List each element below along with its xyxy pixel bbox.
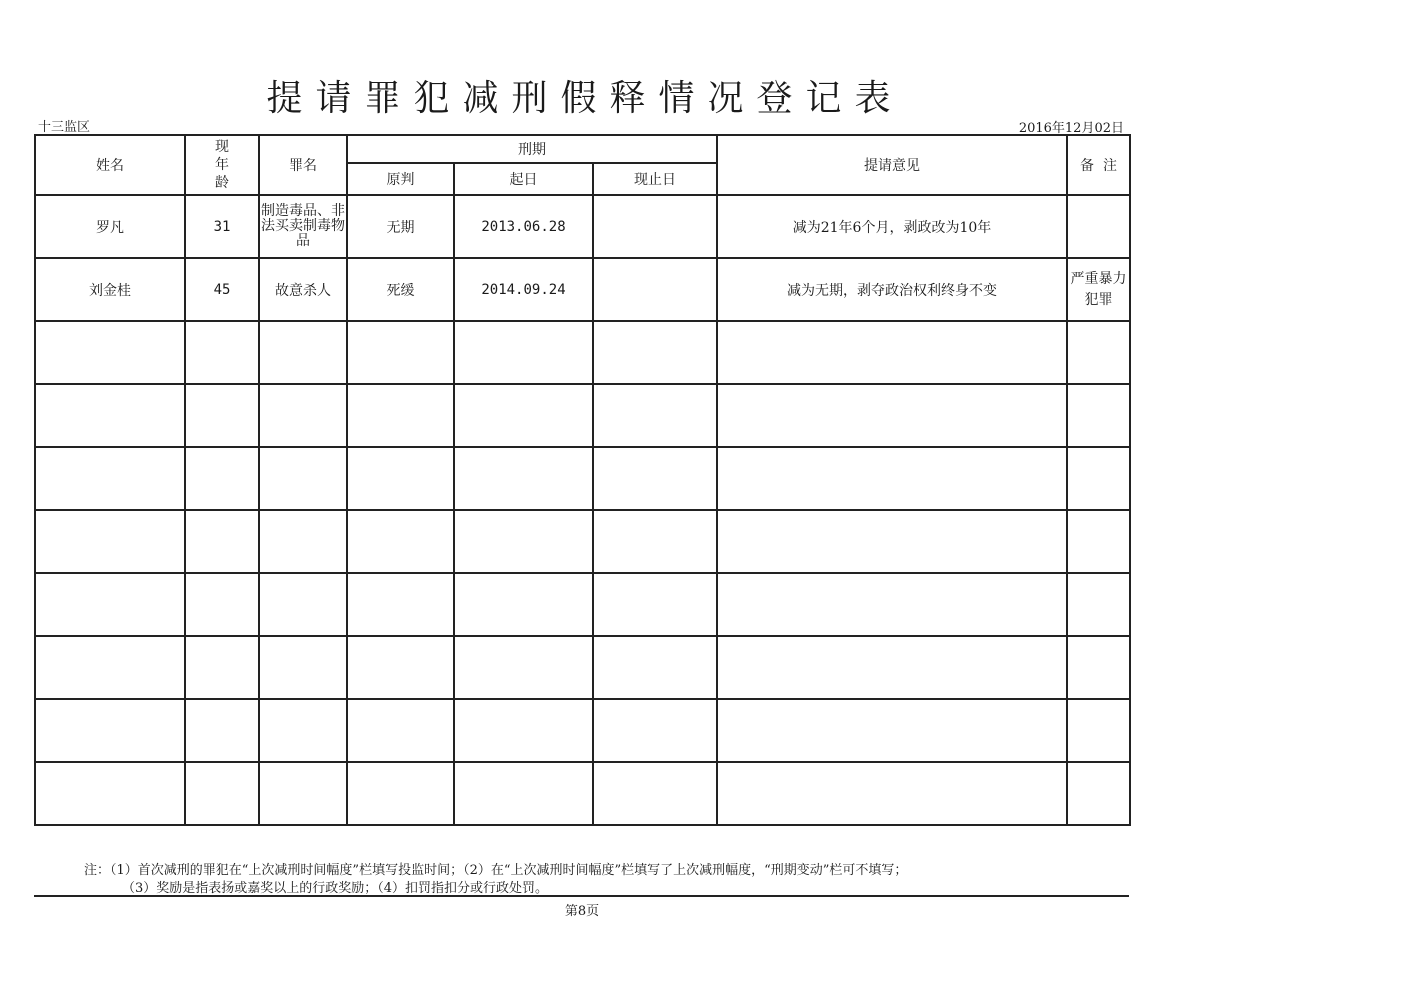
- empty-cell: [35, 573, 185, 636]
- header-age: [185, 135, 259, 195]
- empty-cell: [347, 447, 454, 510]
- cell-name: 刘金桂: [35, 258, 185, 321]
- empty-cell: [593, 510, 717, 573]
- empty-cell: [35, 384, 185, 447]
- empty-cell: [454, 699, 593, 762]
- empty-cell: [347, 384, 454, 447]
- cell-current-end: [593, 258, 717, 321]
- empty-cell: [35, 636, 185, 699]
- cell-start: 2014.09.24: [454, 258, 593, 321]
- cell-opinion: 减为21年6个月，剥政改为10年: [717, 195, 1067, 258]
- registration-table: [34, 134, 1131, 826]
- empty-cell: [347, 699, 454, 762]
- empty-row: [35, 447, 1130, 510]
- header-original: 原判: [347, 163, 454, 195]
- empty-cell: [593, 762, 717, 825]
- empty-cell: [347, 573, 454, 636]
- empty-cell: [454, 510, 593, 573]
- cell-age: 31: [185, 195, 259, 258]
- empty-row: [35, 321, 1130, 384]
- empty-cell: [185, 321, 259, 384]
- page-title: 提请罪犯减刑假释情况登记表: [266, 78, 904, 119]
- empty-cell: [1067, 384, 1130, 447]
- empty-cell: [259, 447, 347, 510]
- header-start: 起日: [454, 163, 593, 195]
- cell-start: 2013.06.28: [454, 195, 593, 258]
- empty-cell: [1067, 762, 1130, 825]
- empty-cell: [35, 510, 185, 573]
- cell-crime: 故意杀人: [259, 258, 347, 321]
- empty-cell: [259, 573, 347, 636]
- empty-row: [35, 699, 1130, 762]
- empty-cell: [185, 510, 259, 573]
- empty-cell: [717, 384, 1067, 447]
- empty-row: [35, 573, 1130, 636]
- empty-cell: [347, 762, 454, 825]
- empty-cell: [1067, 699, 1130, 762]
- empty-cell: [717, 447, 1067, 510]
- empty-cell: [1067, 321, 1130, 384]
- table-row: [35, 258, 1130, 321]
- empty-cell: [1067, 636, 1130, 699]
- divider: [34, 895, 1129, 897]
- cell-name: 罗凡: [35, 195, 185, 258]
- header-remarks: 备 注: [1067, 135, 1130, 195]
- empty-cell: [593, 699, 717, 762]
- empty-cell: [593, 636, 717, 699]
- empty-cell: [454, 447, 593, 510]
- empty-cell: [347, 510, 454, 573]
- empty-cell: [347, 321, 454, 384]
- footnote: [84, 862, 907, 898]
- empty-row: [35, 636, 1130, 699]
- empty-cell: [1067, 447, 1130, 510]
- empty-cell: [717, 321, 1067, 384]
- cell-current-end: [593, 195, 717, 258]
- empty-cell: [259, 762, 347, 825]
- empty-cell: [717, 510, 1067, 573]
- empty-cell: [259, 636, 347, 699]
- empty-cell: [185, 573, 259, 636]
- empty-cell: [185, 636, 259, 699]
- empty-cell: [259, 321, 347, 384]
- empty-cell: [259, 384, 347, 447]
- empty-cell: [347, 636, 454, 699]
- empty-cell: [717, 636, 1067, 699]
- empty-cell: [593, 447, 717, 510]
- date-label: 2016年12月02日: [1018, 121, 1124, 136]
- empty-cell: [1067, 510, 1130, 573]
- header-name: 姓名: [35, 135, 185, 195]
- cell-original: 无期: [347, 195, 454, 258]
- header-sentence: 刑期: [347, 135, 717, 163]
- empty-cell: [185, 699, 259, 762]
- header-age-text: 现年龄: [215, 139, 229, 191]
- empty-cell: [35, 699, 185, 762]
- empty-cell: [717, 699, 1067, 762]
- empty-cell: [35, 447, 185, 510]
- header-crime: 罪名: [259, 135, 347, 195]
- cell-remarks: 严重暴力犯罪: [1067, 258, 1130, 321]
- empty-cell: [454, 573, 593, 636]
- page-number: 第8页: [564, 904, 600, 919]
- empty-cell: [717, 762, 1067, 825]
- footnote-line-1: 注：（1）首次减刑的罪犯在“上次减刑时间幅度”栏填写投监时间；（2）在“上次减刑时间幅度”栏填写了上次减刑幅度，“刑期变动”栏可不填写；: [84, 863, 908, 878]
- empty-cell: [454, 321, 593, 384]
- empty-cell: [1067, 573, 1130, 636]
- empty-row: [35, 510, 1130, 573]
- empty-cell: [454, 636, 593, 699]
- empty-cell: [185, 447, 259, 510]
- cell-original: 死缓: [347, 258, 454, 321]
- table-row: [35, 195, 1130, 258]
- footnote-line-2: （3）奖励是指表扬或嘉奖以上的行政奖励；（4）扣罚指扣分或行政处罚。: [122, 881, 549, 896]
- empty-cell: [259, 510, 347, 573]
- unit-label: 十三监区: [38, 120, 91, 135]
- empty-cell: [185, 762, 259, 825]
- header-current-end: 现止日: [593, 163, 717, 195]
- empty-cell: [454, 384, 593, 447]
- cell-opinion: 减为无期，剥夺政治权利终身不变: [717, 258, 1067, 321]
- empty-cell: [35, 321, 185, 384]
- cell-remarks: [1067, 195, 1130, 258]
- empty-cell: [454, 762, 593, 825]
- empty-cell: [185, 384, 259, 447]
- cell-crime: 制造毒品、非法买卖制毒物品: [259, 195, 347, 258]
- empty-cell: [593, 321, 717, 384]
- empty-row: [35, 762, 1130, 825]
- cell-age: 45: [185, 258, 259, 321]
- empty-cell: [593, 573, 717, 636]
- empty-cell: [593, 384, 717, 447]
- empty-cell: [717, 573, 1067, 636]
- empty-cell: [35, 762, 185, 825]
- header-opinion: 提请意见: [717, 135, 1067, 195]
- empty-cell: [259, 699, 347, 762]
- empty-row: [35, 384, 1130, 447]
